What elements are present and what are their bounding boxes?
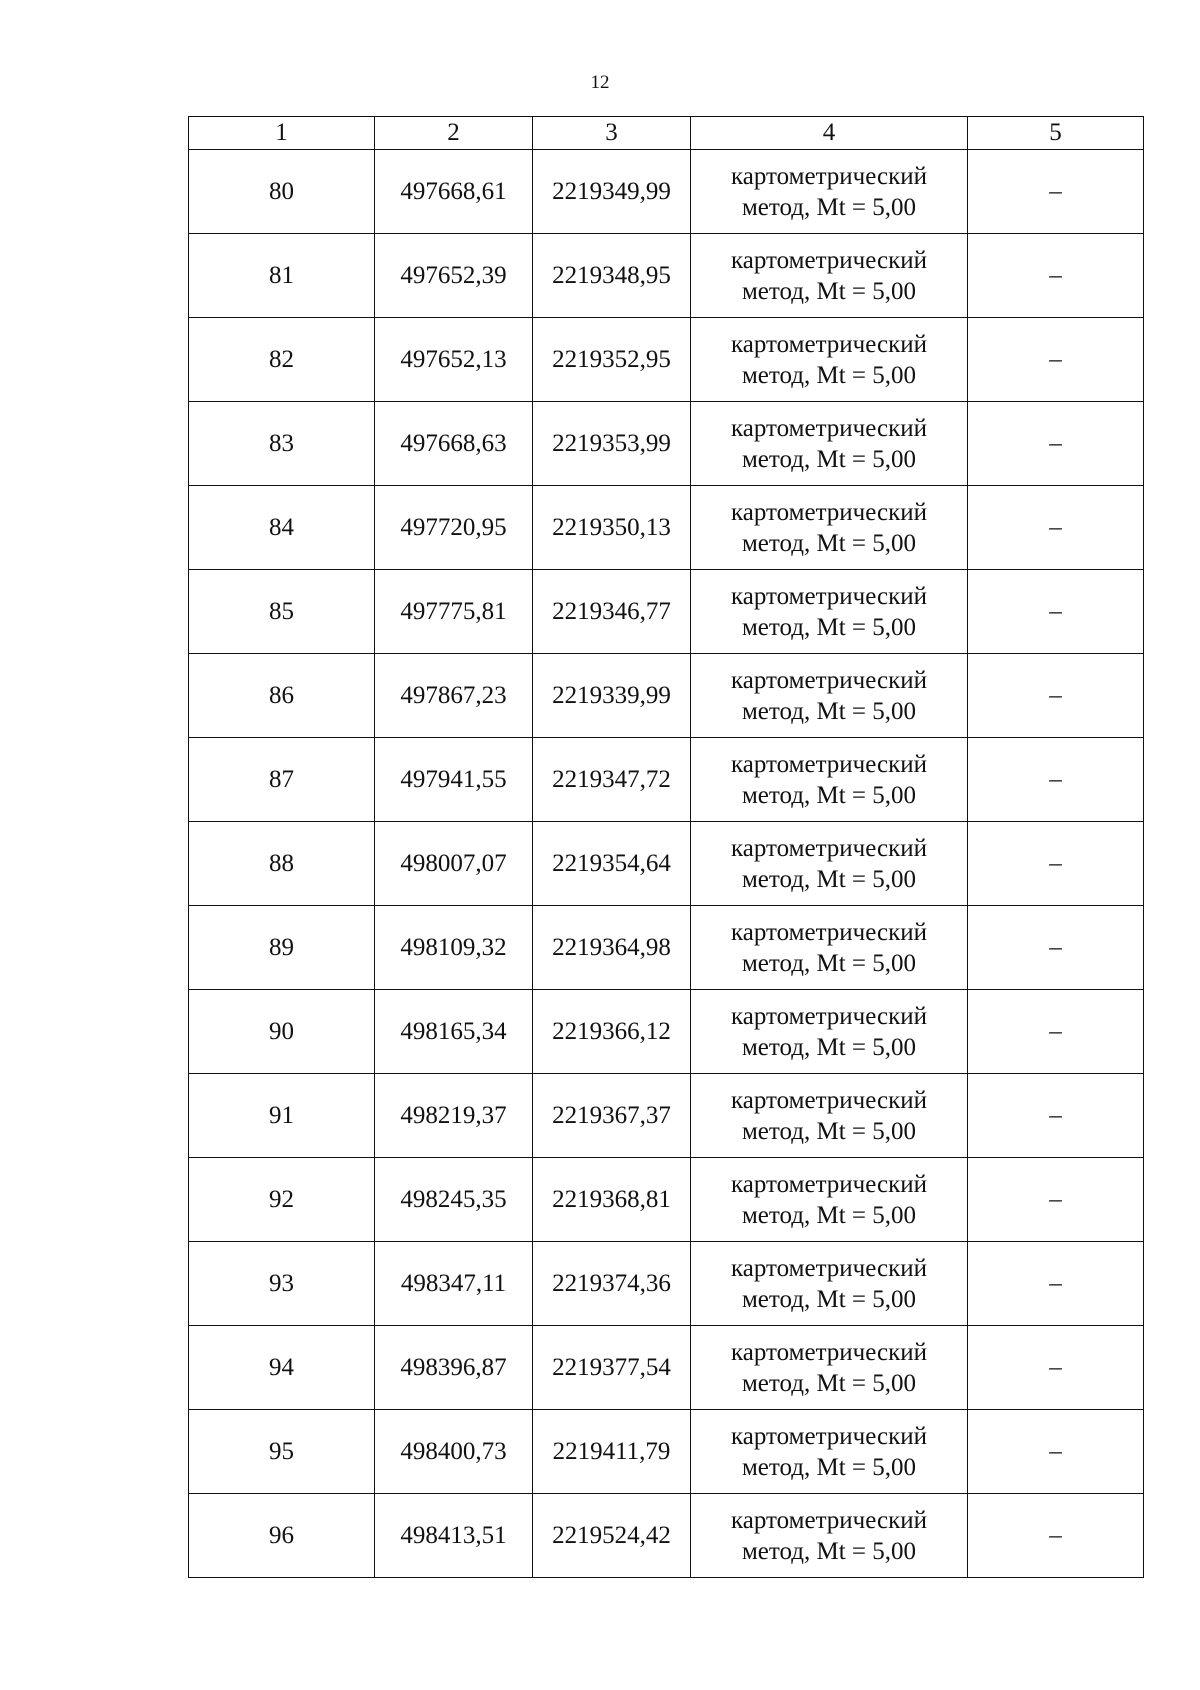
table-row (189, 1410, 1144, 1494)
y-coordinate-cell: 2219411,79 (533, 1410, 691, 1494)
point-number-cell: 88 (189, 822, 375, 906)
table-row (189, 654, 1144, 738)
y-coordinate-cell: 2219374,36 (533, 1242, 691, 1326)
method-line-1: картометрический (731, 1002, 927, 1030)
y-coordinate-cell: 2219353,99 (533, 402, 691, 486)
y-coordinate-cell: 2219377,54 (533, 1326, 691, 1410)
table-row (189, 1494, 1144, 1578)
page-number: 12 (590, 72, 610, 93)
method-line-1: картометрический (731, 414, 927, 442)
table-row (189, 1074, 1144, 1158)
note-cell: – (968, 570, 1144, 654)
x-coordinate-cell: 497652,39 (375, 234, 533, 318)
method-cell (691, 402, 968, 486)
note-cell: – (968, 906, 1144, 990)
method-cell (691, 570, 968, 654)
x-coordinate-cell: 497941,55 (375, 738, 533, 822)
point-number-cell: 81 (189, 234, 375, 318)
y-coordinate-cell: 2219346,77 (533, 570, 691, 654)
table-row (189, 1158, 1144, 1242)
note-cell: – (968, 486, 1144, 570)
y-coordinate-cell: 2219364,98 (533, 906, 691, 990)
method-cell (691, 1158, 968, 1242)
table-row (189, 486, 1144, 570)
method-cell (691, 1074, 968, 1158)
method-cell (691, 486, 968, 570)
method-line-1: картометрический (731, 162, 927, 190)
table-row (189, 1242, 1144, 1326)
x-coordinate-cell: 498219,37 (375, 1074, 533, 1158)
coordinates-table (188, 116, 1144, 1578)
column-header-3: 3 (533, 117, 691, 150)
method-line-2: метод, Mt = 5,00 (741, 781, 917, 809)
note-cell: – (968, 1326, 1144, 1410)
note-cell: – (968, 990, 1144, 1074)
method-line-2: метод, Mt = 5,00 (741, 1201, 917, 1229)
method-cell (691, 738, 968, 822)
x-coordinate-cell: 498347,11 (375, 1242, 533, 1326)
note-cell: – (968, 318, 1144, 402)
point-number-cell: 95 (189, 1410, 375, 1494)
point-number-cell: 91 (189, 1074, 375, 1158)
x-coordinate-cell: 498007,07 (375, 822, 533, 906)
method-line-2: метод, Mt = 5,00 (741, 1453, 917, 1481)
y-coordinate-cell: 2219354,64 (533, 822, 691, 906)
table-row (189, 738, 1144, 822)
method-cell (691, 990, 968, 1074)
method-line-1: картометрический (731, 1422, 927, 1450)
note-cell: – (968, 402, 1144, 486)
method-line-2: метод, Mt = 5,00 (741, 1117, 917, 1145)
table-header-row (189, 117, 1144, 150)
method-cell (691, 234, 968, 318)
method-cell (691, 1242, 968, 1326)
method-line-2: метод, Mt = 5,00 (741, 613, 917, 641)
method-line-2: метод, Mt = 5,00 (741, 1285, 917, 1313)
table-row (189, 906, 1144, 990)
x-coordinate-cell: 498109,32 (375, 906, 533, 990)
point-number-cell: 83 (189, 402, 375, 486)
table-row (189, 318, 1144, 402)
method-line-1: картометрический (731, 498, 927, 526)
note-cell: – (968, 1074, 1144, 1158)
table-row (189, 570, 1144, 654)
method-cell (691, 1410, 968, 1494)
x-coordinate-cell: 498400,73 (375, 1410, 533, 1494)
point-number-cell: 96 (189, 1494, 375, 1578)
x-coordinate-cell: 497668,63 (375, 402, 533, 486)
column-header-5: 5 (968, 117, 1144, 150)
y-coordinate-cell: 2219366,12 (533, 990, 691, 1074)
table-row (189, 822, 1144, 906)
method-line-2: метод, Mt = 5,00 (741, 445, 917, 473)
method-line-1: картометрический (731, 582, 927, 610)
method-cell (691, 822, 968, 906)
point-number-cell: 89 (189, 906, 375, 990)
x-coordinate-cell: 497775,81 (375, 570, 533, 654)
method-cell (691, 318, 968, 402)
y-coordinate-cell: 2219367,37 (533, 1074, 691, 1158)
point-number-cell: 93 (189, 1242, 375, 1326)
y-coordinate-cell: 2219348,95 (533, 234, 691, 318)
method-line-2: метод, Mt = 5,00 (741, 865, 917, 893)
method-line-1: картометрический (731, 1086, 927, 1114)
point-number-cell: 94 (189, 1326, 375, 1410)
x-coordinate-cell: 497867,23 (375, 654, 533, 738)
point-number-cell: 86 (189, 654, 375, 738)
x-coordinate-cell: 497720,95 (375, 486, 533, 570)
point-number-cell: 90 (189, 990, 375, 1074)
method-cell (691, 1326, 968, 1410)
method-line-2: метод, Mt = 5,00 (741, 697, 917, 725)
note-cell: – (968, 1158, 1144, 1242)
method-line-1: картометрический (731, 666, 927, 694)
table-row (189, 402, 1144, 486)
point-number-cell: 84 (189, 486, 375, 570)
note-cell: – (968, 150, 1144, 234)
table-row (189, 150, 1144, 234)
method-line-1: картометрический (731, 1254, 927, 1282)
method-cell (691, 906, 968, 990)
point-number-cell: 80 (189, 150, 375, 234)
column-header-1: 1 (189, 117, 375, 150)
method-line-1: картометрический (731, 750, 927, 778)
x-coordinate-cell: 498165,34 (375, 990, 533, 1074)
y-coordinate-cell: 2219339,99 (533, 654, 691, 738)
column-header-2: 2 (375, 117, 533, 150)
method-line-2: метод, Mt = 5,00 (741, 529, 917, 557)
y-coordinate-cell: 2219349,99 (533, 150, 691, 234)
point-number-cell: 92 (189, 1158, 375, 1242)
y-coordinate-cell: 2219350,13 (533, 486, 691, 570)
method-line-2: метод, Mt = 5,00 (741, 1033, 917, 1061)
method-line-1: картометрический (731, 246, 927, 274)
method-cell (691, 654, 968, 738)
method-cell (691, 1494, 968, 1578)
method-line-2: метод, Mt = 5,00 (741, 193, 917, 221)
method-line-2: метод, Mt = 5,00 (741, 1369, 917, 1397)
x-coordinate-cell: 498396,87 (375, 1326, 533, 1410)
method-line-1: картометрический (731, 918, 927, 946)
x-coordinate-cell: 498245,35 (375, 1158, 533, 1242)
y-coordinate-cell: 2219368,81 (533, 1158, 691, 1242)
x-coordinate-cell: 497668,61 (375, 150, 533, 234)
note-cell: – (968, 1494, 1144, 1578)
x-coordinate-cell: 497652,13 (375, 318, 533, 402)
table-row (189, 1326, 1144, 1410)
point-number-cell: 82 (189, 318, 375, 402)
method-line-1: картометрический (731, 1338, 927, 1366)
method-line-2: метод, Mt = 5,00 (741, 277, 917, 305)
note-cell: – (968, 1410, 1144, 1494)
table-row (189, 234, 1144, 318)
y-coordinate-cell: 2219347,72 (533, 738, 691, 822)
method-line-1: картометрический (731, 1506, 927, 1534)
y-coordinate-cell: 2219352,95 (533, 318, 691, 402)
point-number-cell: 87 (189, 738, 375, 822)
method-line-2: метод, Mt = 5,00 (741, 949, 917, 977)
point-number-cell: 85 (189, 570, 375, 654)
method-line-2: метод, Mt = 5,00 (741, 361, 917, 389)
column-header-4: 4 (691, 117, 968, 150)
note-cell: – (968, 654, 1144, 738)
table-row (189, 990, 1144, 1074)
note-cell: – (968, 822, 1144, 906)
y-coordinate-cell: 2219524,42 (533, 1494, 691, 1578)
method-cell (691, 150, 968, 234)
x-coordinate-cell: 498413,51 (375, 1494, 533, 1578)
method-line-1: картометрический (731, 1170, 927, 1198)
note-cell: – (968, 1242, 1144, 1326)
note-cell: – (968, 738, 1144, 822)
method-line-1: картометрический (731, 834, 927, 862)
method-line-2: метод, Mt = 5,00 (741, 1537, 917, 1565)
note-cell: – (968, 234, 1144, 318)
method-line-1: картометрический (731, 330, 927, 358)
